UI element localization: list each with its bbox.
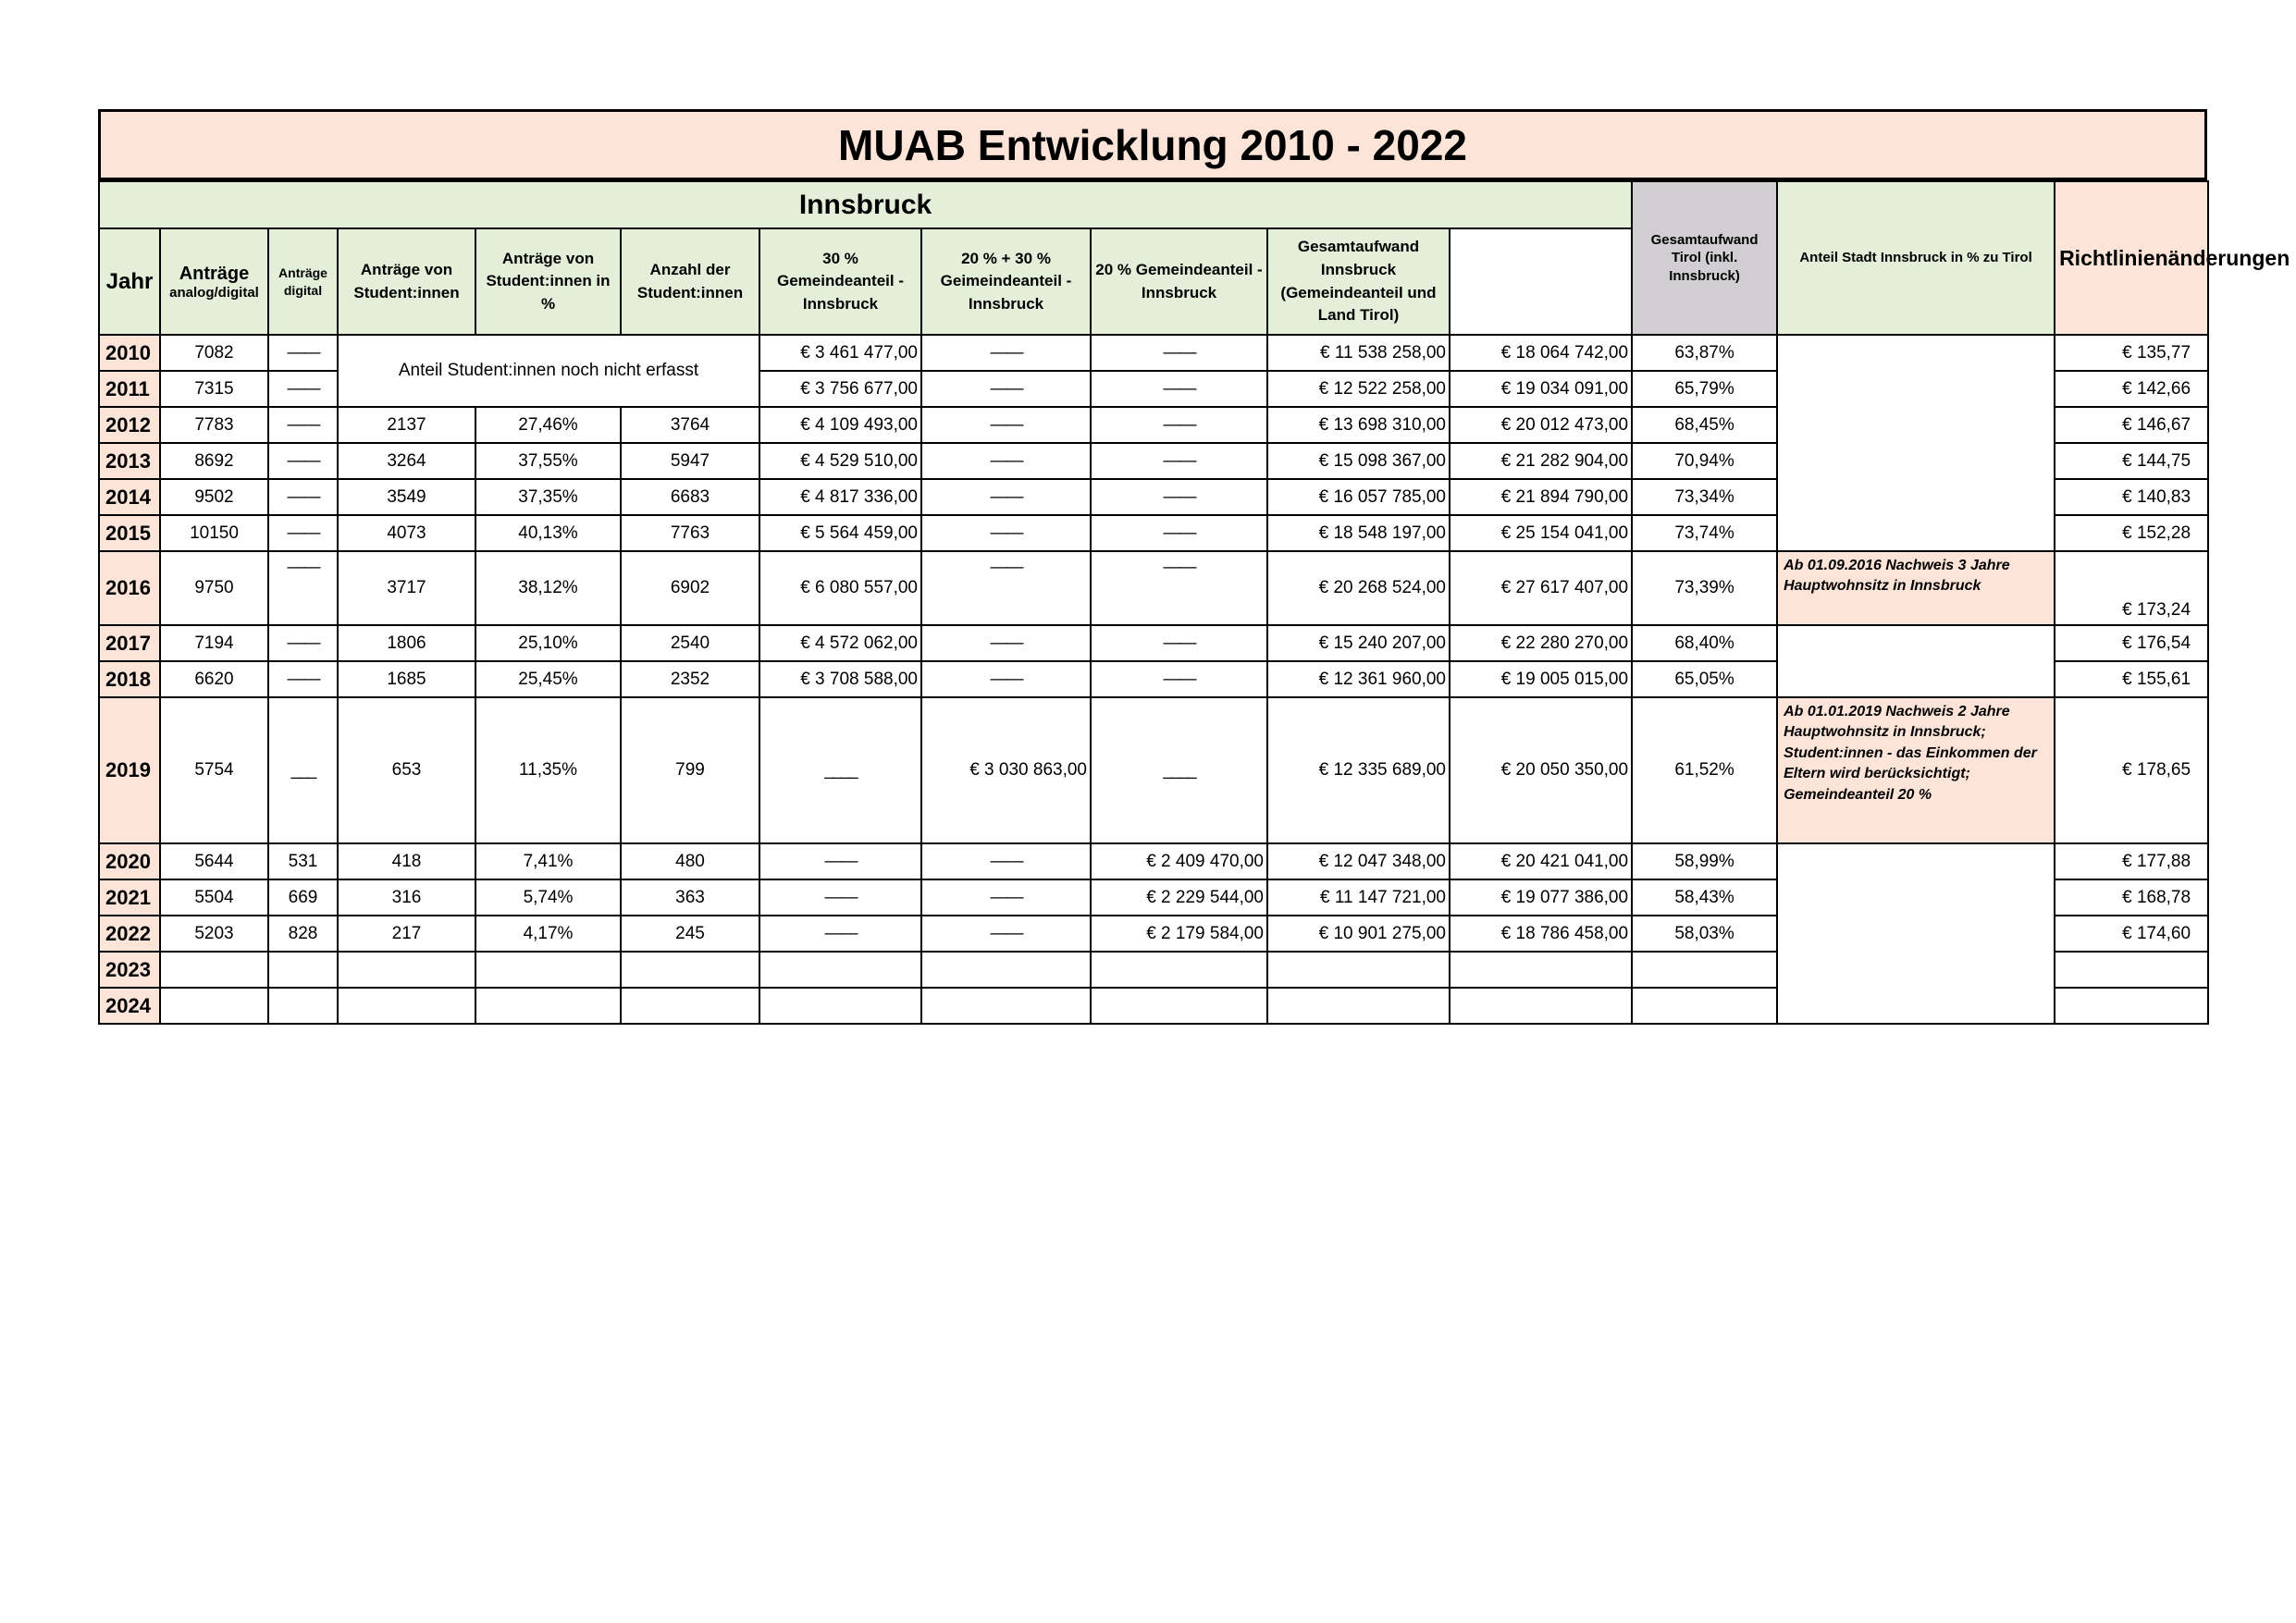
- cell-antraege-studenten-pct: 25,45%: [475, 661, 621, 697]
- cell-durchschn: € 174,60: [2055, 916, 2208, 952]
- cell-anteil-stadt: [1632, 952, 1777, 988]
- cell-anzahl-studenten: 799: [621, 697, 759, 843]
- header-antraege-digital: Anträge digital: [268, 228, 338, 335]
- cell-durchschn: € 176,54: [2055, 625, 2208, 661]
- cell-anteil-stadt: 68,45%: [1632, 407, 1777, 443]
- cell-antraege-digital: 531: [268, 843, 338, 879]
- cell-gemeinde-20: ——: [1091, 661, 1267, 697]
- cell-jahr: 2023: [99, 952, 160, 988]
- cell-anzahl-studenten: 5947: [621, 443, 759, 479]
- cell-durchschn: € 144,75: [2055, 443, 2208, 479]
- cell-gemeinde-20-30: ——: [921, 407, 1091, 443]
- cell-gesamt-innsbruck: € 12 047 348,00: [1267, 843, 1450, 879]
- cell-anteil-stadt: [1632, 988, 1777, 1024]
- cell-gemeinde-30: € 4 817 336,00: [759, 479, 921, 515]
- cell-durchschn: € 152,28: [2055, 515, 2208, 551]
- table-row: [99, 551, 2208, 625]
- cell-antraege-studenten-pct: 7,41%: [475, 843, 621, 879]
- cell-anzahl-studenten: 480: [621, 843, 759, 879]
- cell-antraege-digital: ___: [268, 697, 338, 843]
- cell-gesamt-tirol: € 22 280 270,00: [1450, 625, 1632, 661]
- cell-gemeinde-30: € 4 529 510,00: [759, 443, 921, 479]
- cell-anteil-stadt: 65,05%: [1632, 661, 1777, 697]
- cell-antraege-studenten: 1685: [338, 661, 475, 697]
- cell-anteil-stadt: 63,87%: [1632, 335, 1777, 371]
- cell-gemeinde-20-30: ——: [921, 916, 1091, 952]
- cell-gemeinde-20-30: ——: [921, 843, 1091, 879]
- cell-antraege-studenten-pct: 5,74%: [475, 879, 621, 916]
- cell-gesamt-innsbruck: € 11 147 721,00: [1267, 879, 1450, 916]
- header-gesamt-tirol: Gesamtaufwand Tirol (inkl. Innsbruck): [1632, 181, 1777, 335]
- cell-gemeinde-20: ——: [1091, 479, 1267, 515]
- cell-anteil-stadt: 70,94%: [1632, 443, 1777, 479]
- cell-gemeinde-20-30: ——: [921, 879, 1091, 916]
- header-richtlinien: Richtlinienänderungen: [2055, 181, 2208, 335]
- cell-gemeinde-20: ——: [1091, 625, 1267, 661]
- cell-antraege-studenten: 3549: [338, 479, 475, 515]
- cell-jahr: 2013: [99, 443, 160, 479]
- cell-durchschn: [2055, 952, 2208, 988]
- cell-antraege-digital: ——: [268, 661, 338, 697]
- cell-gemeinde-20-30: ——: [921, 479, 1091, 515]
- cell-gesamt-tirol: [1450, 988, 1632, 1024]
- cell-gemeinde-30: € 6 080 557,00: [759, 551, 921, 625]
- cell-gemeinde-20-30: ——: [921, 551, 1091, 625]
- cell-anzahl-studenten: 6683: [621, 479, 759, 515]
- cell-antraege-studenten-pct: 37,55%: [475, 443, 621, 479]
- cell-antraege-studenten-pct: 40,13%: [475, 515, 621, 551]
- cell-antraege-studenten-pct: 27,46%: [475, 407, 621, 443]
- cell-gemeinde-20: [1091, 988, 1267, 1024]
- cell-gemeinde-30: € 4 572 062,00: [759, 625, 921, 661]
- header-gemeinde-30: 30 % Gemeindeanteil - Innsbruck: [759, 228, 921, 335]
- cell-gesamt-tirol: € 20 050 350,00: [1450, 697, 1632, 843]
- cell-anzahl-studenten: 363: [621, 879, 759, 916]
- cell-gesamt-tirol: € 25 154 041,00: [1450, 515, 1632, 551]
- cell-gemeinde-30: € 3 756 677,00: [759, 371, 921, 407]
- cell-gemeinde-20: € 2 409 470,00: [1091, 843, 1267, 879]
- cell-antraege-studenten: 3717: [338, 551, 475, 625]
- cell-antraege-analog: 6620: [160, 661, 268, 697]
- cell-antraege-studenten: 217: [338, 916, 475, 952]
- cell-antraege-digital: [268, 952, 338, 988]
- cell-antraege-analog: [160, 952, 268, 988]
- table-title: MUAB Entwicklung 2010 - 2022: [98, 109, 2207, 180]
- cell-gesamt-innsbruck: € 13 698 310,00: [1267, 407, 1450, 443]
- cell-anteil-stadt: 68,40%: [1632, 625, 1777, 661]
- cell-antraege-analog: [160, 988, 268, 1024]
- cell-anteil-stadt: 58,43%: [1632, 879, 1777, 916]
- spreadsheet: [98, 109, 2290, 1025]
- cell-antraege-digital: ——: [268, 371, 338, 407]
- header-row-region: [99, 181, 2208, 228]
- cell-gemeinde-30: ——: [759, 843, 921, 879]
- cell-gesamt-tirol: € 18 064 742,00: [1450, 335, 1632, 371]
- cell-gesamt-tirol: € 19 034 091,00: [1450, 371, 1632, 407]
- cell-gemeinde-30: € 3 708 588,00: [759, 661, 921, 697]
- cell-gemeinde-20-30: [921, 988, 1091, 1024]
- cell-durchschn: € 177,88: [2055, 843, 2208, 879]
- cell-antraege-analog: 7315: [160, 371, 268, 407]
- cell-antraege-digital: [268, 988, 338, 1024]
- cell-gemeinde-20-30: € 3 030 863,00: [921, 697, 1091, 843]
- cell-gemeinde-20: € 2 229 544,00: [1091, 879, 1267, 916]
- cell-gesamt-innsbruck: [1267, 988, 1450, 1024]
- cell-anteil-stadt: 73,34%: [1632, 479, 1777, 515]
- cell-gemeinde-20: ——: [1091, 443, 1267, 479]
- cell-anzahl-studenten: 6902: [621, 551, 759, 625]
- cell-anteil-stadt: 65,79%: [1632, 371, 1777, 407]
- header-gesamt-innsbruck: Gesamtaufwand Innsbruck (Gemeindeanteil und Land Tirol): [1267, 228, 1450, 335]
- header-anteil-stadt: Anteil Stadt Innsbruck in % zu Tirol: [1777, 181, 2055, 335]
- cell-antraege-analog: 9502: [160, 479, 268, 515]
- region-header: Innsbruck: [99, 181, 1632, 228]
- cell-gemeinde-20: [1091, 952, 1267, 988]
- cell-jahr: 2016: [99, 551, 160, 625]
- cell-gesamt-innsbruck: € 12 522 258,00: [1267, 371, 1450, 407]
- cell-antraege-studenten: 418: [338, 843, 475, 879]
- cell-antraege-analog: 5203: [160, 916, 268, 952]
- cell-anzahl-studenten: 2352: [621, 661, 759, 697]
- cell-gemeinde-20-30: ——: [921, 515, 1091, 551]
- cell-richtlinien-empty: [1777, 335, 2055, 551]
- cell-gemeinde-20-30: ——: [921, 625, 1091, 661]
- cell-jahr: 2022: [99, 916, 160, 952]
- cell-antraege-studenten-pct: [475, 988, 621, 1024]
- cell-durchschn: € 140,83: [2055, 479, 2208, 515]
- cell-antraege-analog: 5644: [160, 843, 268, 879]
- cell-gemeinde-20-30: ——: [921, 661, 1091, 697]
- cell-gemeinde-20-30: [921, 952, 1091, 988]
- cell-anzahl-studenten: 3764: [621, 407, 759, 443]
- header-antraege-studenten-pct: Anträge von Student:innen in %: [475, 228, 621, 335]
- cell-gemeinde-20: ——: [1091, 335, 1267, 371]
- cell-jahr: 2020: [99, 843, 160, 879]
- header-anzahl-studenten: Anzahl der Student:innen: [621, 228, 759, 335]
- cell-gemeinde-30: € 3 461 477,00: [759, 335, 921, 371]
- cell-gesamt-tirol: € 19 005 015,00: [1450, 661, 1632, 697]
- cell-gesamt-innsbruck: € 18 548 197,00: [1267, 515, 1450, 551]
- cell-gesamt-tirol: [1450, 952, 1632, 988]
- header-antraege-analog-line2: analog/digital: [169, 284, 259, 301]
- cell-anzahl-studenten: 245: [621, 916, 759, 952]
- cell-jahr: 2010: [99, 335, 160, 371]
- cell-antraege-analog: 9750: [160, 551, 268, 625]
- cell-jahr: 2018: [99, 661, 160, 697]
- cell-gesamt-innsbruck: € 15 098 367,00: [1267, 443, 1450, 479]
- cell-antraege-analog: 8692: [160, 443, 268, 479]
- cell-antraege-digital: ——: [268, 479, 338, 515]
- cell-antraege-studenten: [338, 952, 475, 988]
- cell-jahr: 2021: [99, 879, 160, 916]
- cell-gemeinde-30: ——: [759, 879, 921, 916]
- cell-not-tracked: Anteil Student:innen noch nicht erfasst: [338, 335, 759, 407]
- cell-antraege-studenten-pct: [475, 952, 621, 988]
- cell-gesamt-tirol: € 20 421 041,00: [1450, 843, 1632, 879]
- cell-gemeinde-30: € 4 109 493,00: [759, 407, 921, 443]
- cell-antraege-digital: ——: [268, 443, 338, 479]
- header-gemeinde-20: 20 % Gemeindeanteil - Innsbruck: [1091, 228, 1267, 335]
- cell-jahr: 2015: [99, 515, 160, 551]
- cell-durchschn: € 142,66: [2055, 371, 2208, 407]
- cell-durchschn: € 155,61: [2055, 661, 2208, 697]
- cell-antraege-digital: 828: [268, 916, 338, 952]
- cell-antraege-studenten-pct: 25,10%: [475, 625, 621, 661]
- cell-richtlinien-empty: [1777, 625, 2055, 697]
- cell-durchschn: € 173,24: [2055, 551, 2208, 625]
- cell-antraege-digital: ——: [268, 515, 338, 551]
- cell-anzahl-studenten: [621, 988, 759, 1024]
- cell-gesamt-tirol: € 18 786 458,00: [1450, 916, 1632, 952]
- cell-gemeinde-20-30: ——: [921, 443, 1091, 479]
- cell-gesamt-innsbruck: € 11 538 258,00: [1267, 335, 1450, 371]
- table-row: [99, 843, 2208, 879]
- cell-gemeinde-20: ——: [1091, 515, 1267, 551]
- cell-antraege-analog: 5504: [160, 879, 268, 916]
- cell-gemeinde-20-30: ——: [921, 335, 1091, 371]
- cell-antraege-digital: ——: [268, 407, 338, 443]
- cell-antraege-analog: 5754: [160, 697, 268, 843]
- cell-antraege-studenten-pct: 11,35%: [475, 697, 621, 843]
- data-table: [98, 180, 2290, 1025]
- header-antraege-analog: [160, 228, 268, 335]
- cell-gemeinde-30: ____: [759, 697, 921, 843]
- table-row: [99, 697, 2208, 843]
- cell-antraege-studenten-pct: 37,35%: [475, 479, 621, 515]
- cell-antraege-studenten: 1806: [338, 625, 475, 661]
- cell-anteil-stadt: 73,74%: [1632, 515, 1777, 551]
- table-row: [99, 625, 2208, 661]
- cell-gemeinde-30: [759, 952, 921, 988]
- cell-antraege-digital: 669: [268, 879, 338, 916]
- cell-anzahl-studenten: 7763: [621, 515, 759, 551]
- cell-gemeinde-20: ——: [1091, 551, 1267, 625]
- cell-anteil-stadt: 58,99%: [1632, 843, 1777, 879]
- header-antraege-analog-line1: Anträge: [179, 263, 250, 284]
- header-antraege-studenten: Anträge von Student:innen: [338, 228, 475, 335]
- cell-gemeinde-30: ——: [759, 916, 921, 952]
- cell-anteil-stadt: 73,39%: [1632, 551, 1777, 625]
- cell-richtlinien-note: Ab 01.09.2016 Nachweis 3 Jahre Hauptwohnsitz in Innsbruck: [1777, 551, 2055, 625]
- cell-gesamt-tirol: € 21 282 904,00: [1450, 443, 1632, 479]
- cell-antraege-analog: 10150: [160, 515, 268, 551]
- cell-richtlinien-note: Ab 01.01.2019 Nachweis 2 Jahre Hauptwohnsitz in Innsbruck; Student:innen - das Einkommen der Eltern wird berücksichtigt; Gemeindeanteil 20 %: [1777, 697, 2055, 843]
- cell-anzahl-studenten: [621, 952, 759, 988]
- cell-gemeinde-30: € 5 564 459,00: [759, 515, 921, 551]
- cell-antraege-digital: ——: [268, 551, 338, 625]
- cell-antraege-digital: ——: [268, 625, 338, 661]
- cell-gemeinde-20-30: ——: [921, 371, 1091, 407]
- cell-antraege-studenten: [338, 988, 475, 1024]
- cell-antraege-analog: 7783: [160, 407, 268, 443]
- cell-antraege-studenten-pct: 38,12%: [475, 551, 621, 625]
- cell-jahr: 2019: [99, 697, 160, 843]
- cell-gesamt-innsbruck: € 12 361 960,00: [1267, 661, 1450, 697]
- cell-antraege-analog: 7194: [160, 625, 268, 661]
- cell-gesamt-innsbruck: € 20 268 524,00: [1267, 551, 1450, 625]
- cell-antraege-digital: ——: [268, 335, 338, 371]
- cell-gemeinde-30: [759, 988, 921, 1024]
- cell-richtlinien-empty: [1777, 843, 2055, 1024]
- cell-jahr: 2024: [99, 988, 160, 1024]
- cell-gemeinde-20: ——: [1091, 371, 1267, 407]
- cell-gesamt-innsbruck: [1267, 952, 1450, 988]
- cell-durchschn: [2055, 988, 2208, 1024]
- cell-jahr: 2011: [99, 371, 160, 407]
- cell-antraege-studenten: 2137: [338, 407, 475, 443]
- cell-antraege-studenten-pct: 4,17%: [475, 916, 621, 952]
- cell-antraege-studenten: 316: [338, 879, 475, 916]
- cell-durchschn: € 135,77: [2055, 335, 2208, 371]
- cell-gesamt-tirol: € 20 012 473,00: [1450, 407, 1632, 443]
- cell-gemeinde-20: € 2 179 584,00: [1091, 916, 1267, 952]
- cell-antraege-studenten: 3264: [338, 443, 475, 479]
- cell-antraege-analog: 7082: [160, 335, 268, 371]
- cell-jahr: 2014: [99, 479, 160, 515]
- cell-durchschn: € 178,65: [2055, 697, 2208, 843]
- cell-anteil-stadt: 61,52%: [1632, 697, 1777, 843]
- cell-jahr: 2017: [99, 625, 160, 661]
- cell-jahr: 2012: [99, 407, 160, 443]
- header-gemeinde-20-30: 20 % + 30 % Geimeindeanteil - Innsbruck: [921, 228, 1091, 335]
- cell-gesamt-innsbruck: € 12 335 689,00: [1267, 697, 1450, 843]
- cell-anzahl-studenten: 2540: [621, 625, 759, 661]
- cell-gesamt-innsbruck: € 15 240 207,00: [1267, 625, 1450, 661]
- cell-gesamt-tirol: € 21 894 790,00: [1450, 479, 1632, 515]
- cell-gemeinde-20: ____: [1091, 697, 1267, 843]
- cell-gesamt-innsbruck: € 16 057 785,00: [1267, 479, 1450, 515]
- cell-gesamt-tirol: € 27 617 407,00: [1450, 551, 1632, 625]
- cell-gesamt-innsbruck: € 10 901 275,00: [1267, 916, 1450, 952]
- cell-antraege-studenten: 4073: [338, 515, 475, 551]
- cell-anteil-stadt: 58,03%: [1632, 916, 1777, 952]
- cell-antraege-studenten: 653: [338, 697, 475, 843]
- header-jahr: Jahr: [99, 228, 160, 335]
- cell-gesamt-tirol: € 19 077 386,00: [1450, 879, 1632, 916]
- cell-gemeinde-20: ——: [1091, 407, 1267, 443]
- cell-durchschn: € 146,67: [2055, 407, 2208, 443]
- cell-durchschn: € 168,78: [2055, 879, 2208, 916]
- table-row: [99, 335, 2208, 371]
